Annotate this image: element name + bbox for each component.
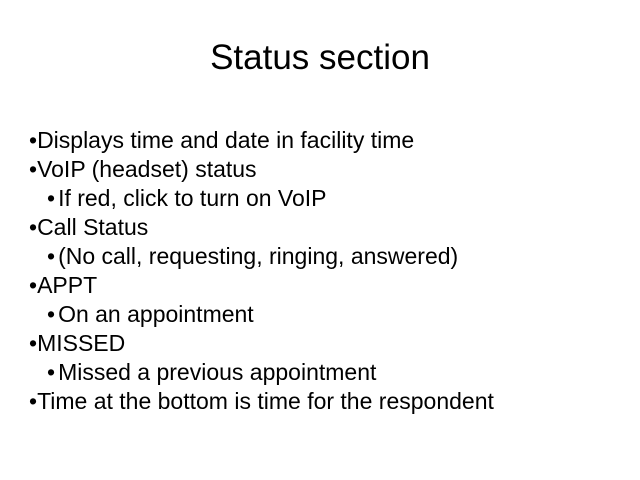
bullet-text: Missed a previous appointment bbox=[58, 359, 377, 385]
bullet-icon: • bbox=[47, 359, 56, 385]
bullet-icon: • bbox=[29, 388, 38, 414]
bullet-icon: • bbox=[29, 156, 38, 182]
bullet-icon: • bbox=[47, 243, 56, 269]
bullet-icon: • bbox=[47, 185, 56, 211]
bullet-icon: • bbox=[29, 272, 38, 298]
slide-title: Status section bbox=[210, 38, 430, 77]
bullet-text: Time at the bottom is time for the respondent bbox=[37, 388, 494, 414]
bullet-list bbox=[0, 126, 640, 416]
bullet-icon: • bbox=[29, 127, 38, 153]
bullet-item bbox=[0, 155, 640, 184]
bullet-text: Displays time and date in facility time bbox=[37, 127, 415, 153]
bullet-item bbox=[0, 271, 640, 300]
bullet-text: Call Status bbox=[37, 214, 149, 240]
bullet-item bbox=[0, 300, 640, 329]
bullet-text: VoIP (headset) status bbox=[37, 156, 257, 182]
bullet-item bbox=[0, 242, 640, 271]
bullet-text: APPT bbox=[37, 272, 98, 298]
bullet-item bbox=[0, 213, 640, 242]
bullet-text: (No call, requesting, ringing, answered) bbox=[58, 243, 459, 269]
bullet-icon: • bbox=[29, 330, 38, 356]
bullet-text: On an appointment bbox=[58, 301, 254, 327]
bullet-icon: • bbox=[47, 301, 56, 327]
bullet-item bbox=[0, 184, 640, 213]
bullet-icon: • bbox=[29, 214, 38, 240]
bullet-item bbox=[0, 358, 640, 387]
bullet-item bbox=[0, 126, 640, 155]
bullet-text: MISSED bbox=[37, 330, 126, 356]
bullet-item bbox=[0, 387, 640, 416]
bullet-item bbox=[0, 329, 640, 358]
bullet-text: If red, click to turn on VoIP bbox=[58, 185, 327, 211]
